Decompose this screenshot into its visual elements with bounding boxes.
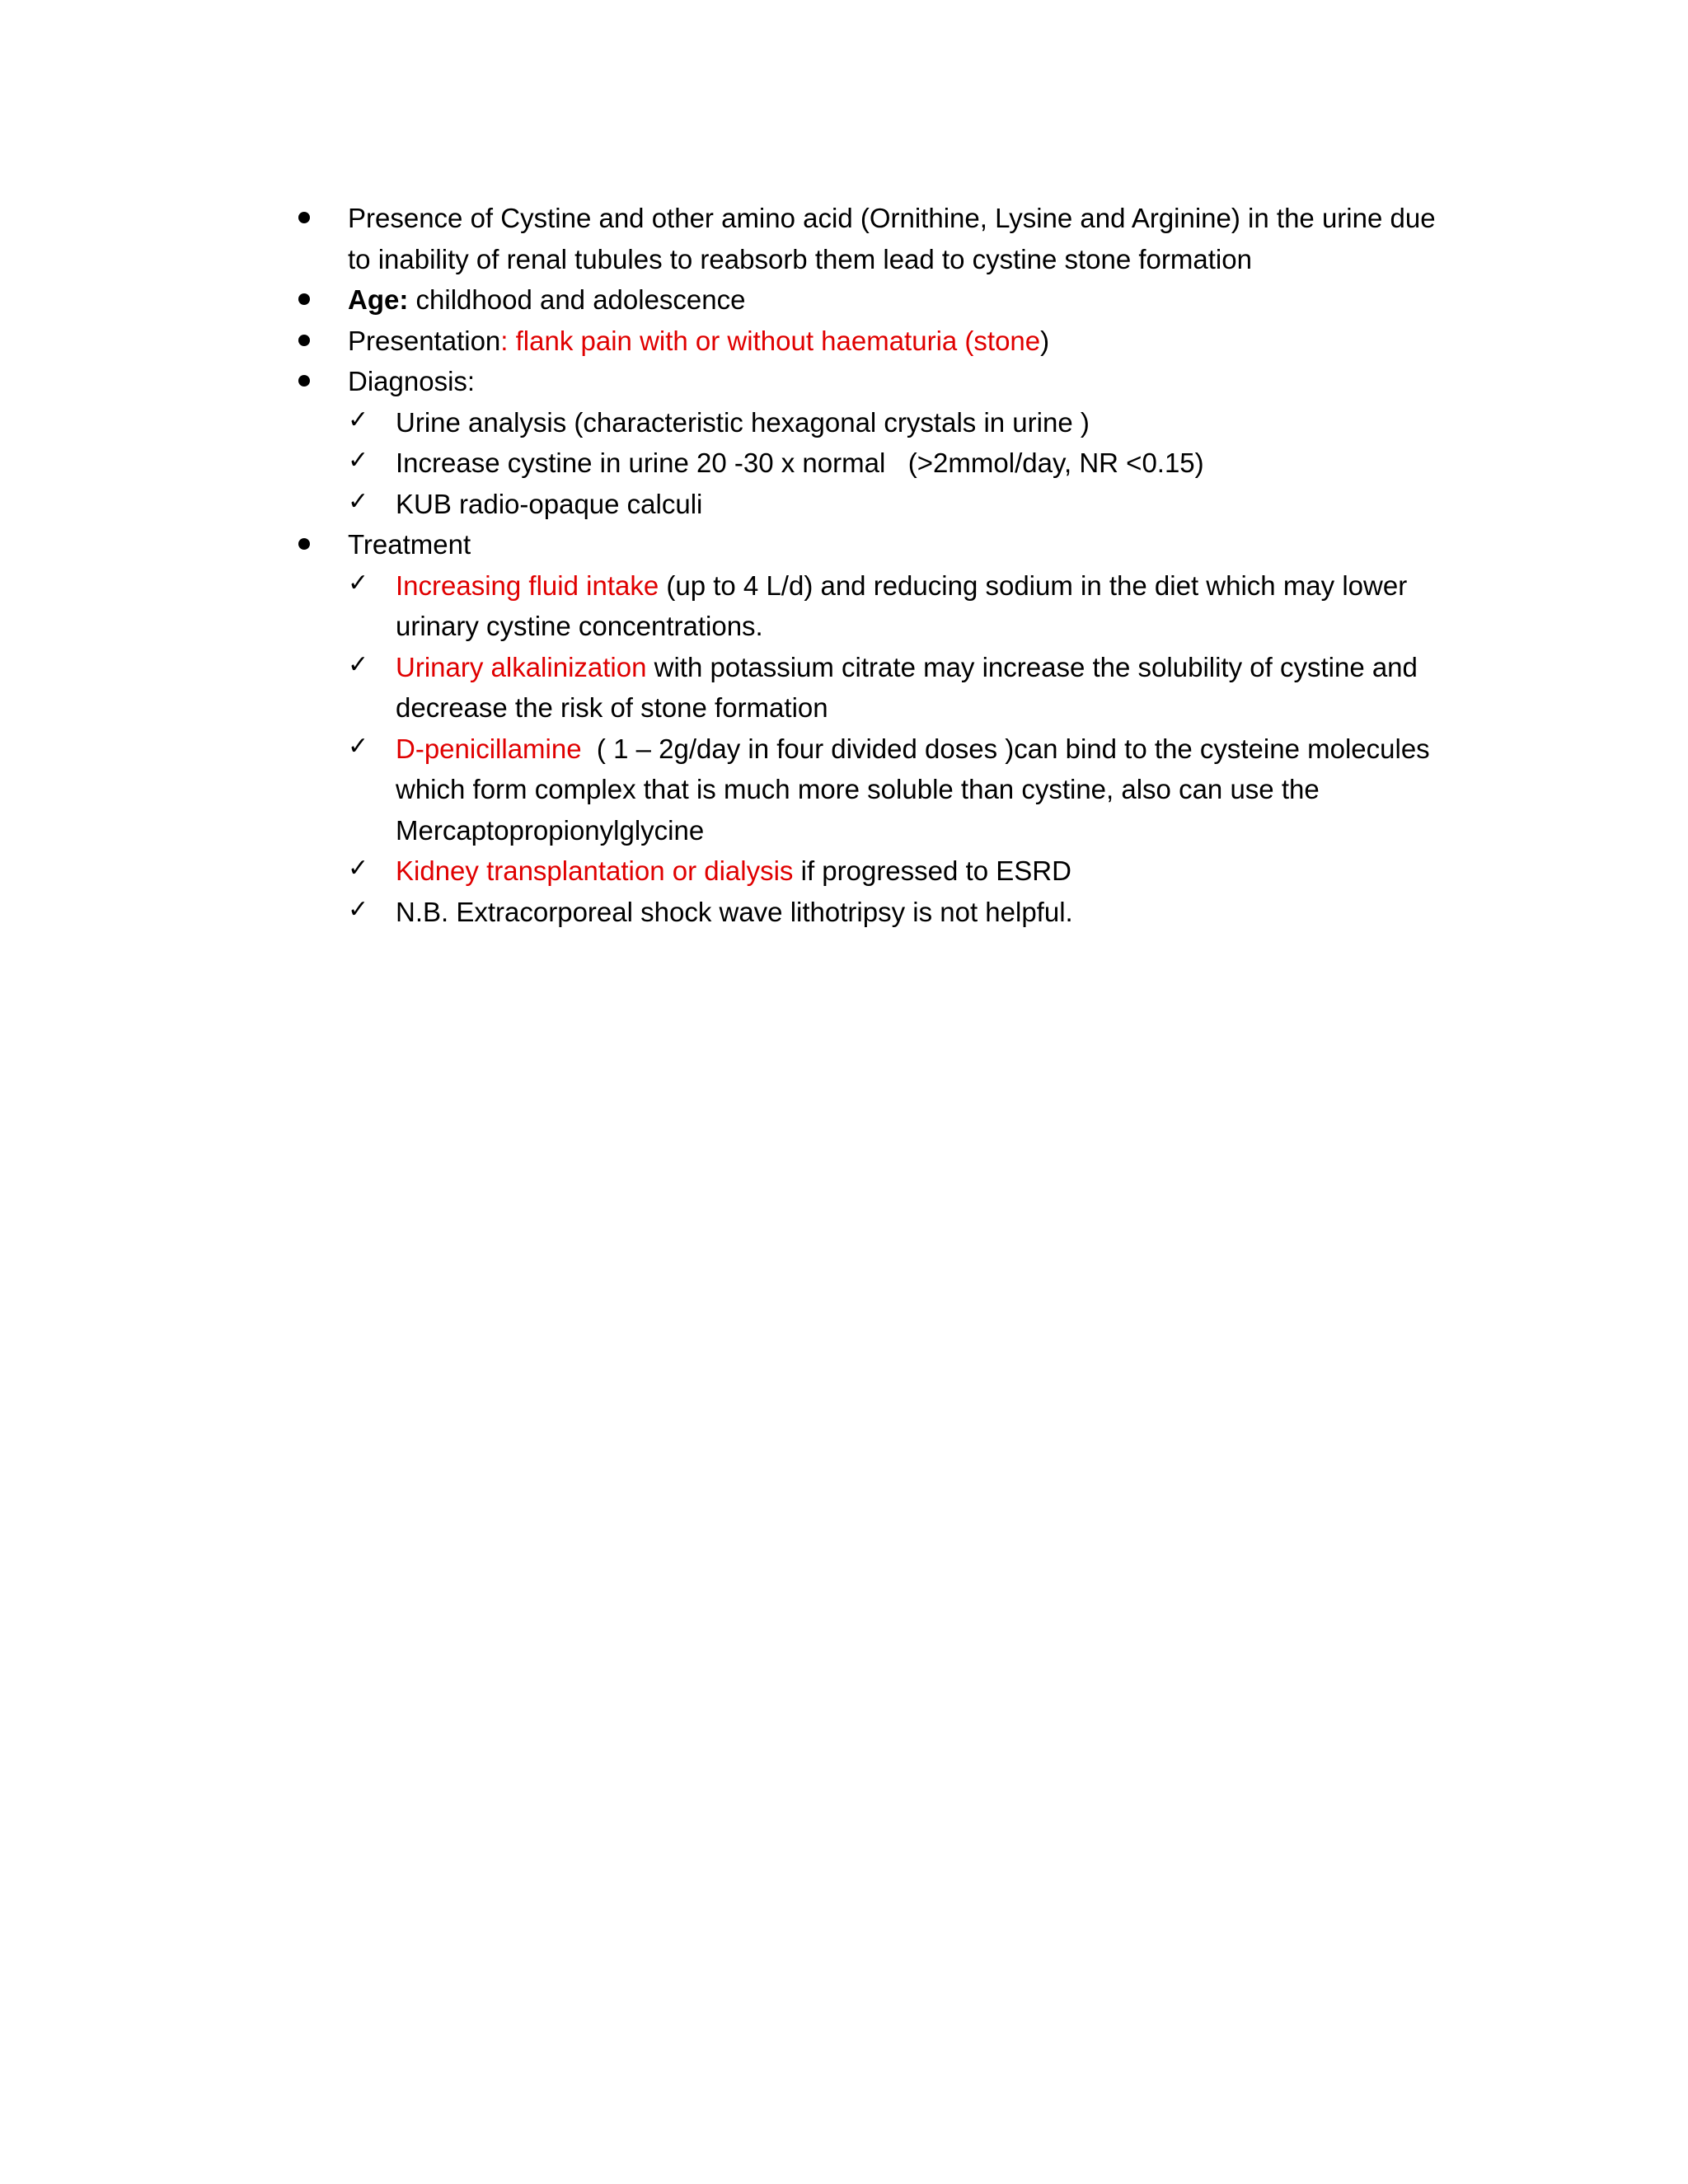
check-item bbox=[348, 443, 1442, 484]
check-item bbox=[348, 647, 1442, 729]
highlighted-text: Kidney transplantation or dialysis bbox=[396, 855, 794, 886]
checkmark-icon: ✓ bbox=[348, 649, 369, 679]
check-item bbox=[348, 484, 1442, 525]
item-label: Presentation bbox=[348, 325, 501, 356]
document-body bbox=[288, 198, 1442, 932]
list-item bbox=[288, 279, 1442, 321]
highlighted-text: : flank pain with or without haematuria (stone bbox=[500, 325, 1041, 356]
checkmark-icon: ✓ bbox=[348, 446, 369, 475]
check-list bbox=[348, 565, 1442, 933]
item-text: N.B. Extracorporeal shock wave lithotripsy is not helpful. bbox=[396, 896, 1073, 927]
bullet-list bbox=[288, 198, 1442, 932]
list-item bbox=[288, 321, 1442, 362]
list-item bbox=[288, 361, 1442, 524]
checkmark-icon: ✓ bbox=[348, 486, 369, 516]
bullet-dot-icon bbox=[298, 335, 310, 346]
item-label: Treatment bbox=[348, 529, 471, 560]
item-text: ( 1 – 2g/day in four divided doses )can bind to the cysteine molecules which form complex that is much more soluble than cystine, also can use the Mercaptopropionylglycine bbox=[396, 733, 1437, 846]
bullet-dot-icon bbox=[298, 212, 310, 223]
checkmark-icon: ✓ bbox=[348, 405, 369, 434]
checkmark-icon: ✓ bbox=[348, 568, 369, 598]
item-text: ) bbox=[1040, 325, 1050, 356]
item-text: if progressed to ESRD bbox=[793, 855, 1071, 886]
check-list bbox=[348, 402, 1442, 525]
list-item bbox=[288, 524, 1442, 932]
bullet-dot-icon bbox=[298, 375, 310, 387]
item-label: Age: bbox=[348, 284, 409, 315]
bullet-dot-icon bbox=[298, 538, 310, 550]
checkmark-icon: ✓ bbox=[348, 854, 369, 883]
item-text: Increase cystine in urine 20 -30 x normal (>2mmol/day, NR <0.15) bbox=[396, 448, 1204, 478]
check-item bbox=[348, 851, 1442, 892]
item-text: Urine analysis (characteristic hexagonal crystals in urine ) bbox=[396, 406, 1090, 438]
checkmark-icon: ✓ bbox=[348, 894, 369, 924]
highlighted-text: Urinary alkalinization bbox=[396, 651, 647, 682]
item-label: Diagnosis: bbox=[348, 366, 476, 396]
item-text: (up to 4 L/d) and reducing sodium in the diet which may lower urinary cystine concentrations. bbox=[396, 569, 1408, 641]
item-text: with potassium citrate may increase the solubility of cystine and decrease the risk of stone formation bbox=[396, 651, 1418, 723]
checkmark-icon: ✓ bbox=[348, 731, 369, 761]
highlighted-text: Increasing fluid intake bbox=[396, 569, 659, 601]
item-text: KUB radio-opaque calculi bbox=[396, 488, 703, 519]
check-item bbox=[348, 402, 1442, 443]
list-item bbox=[288, 198, 1442, 279]
check-item bbox=[348, 729, 1442, 851]
check-item bbox=[348, 892, 1442, 933]
highlighted-text: D-penicillamine bbox=[396, 733, 582, 764]
item-text: childhood and adolescence bbox=[408, 284, 746, 315]
check-item bbox=[348, 565, 1442, 647]
bullet-dot-icon bbox=[298, 293, 310, 305]
item-text: Presence of Cystine and other amino acid (Ornithine, Lysine and Arginine) in the urine due to inability of renal tubules to reabsorb them lead to cystine stone formation bbox=[348, 203, 1436, 274]
